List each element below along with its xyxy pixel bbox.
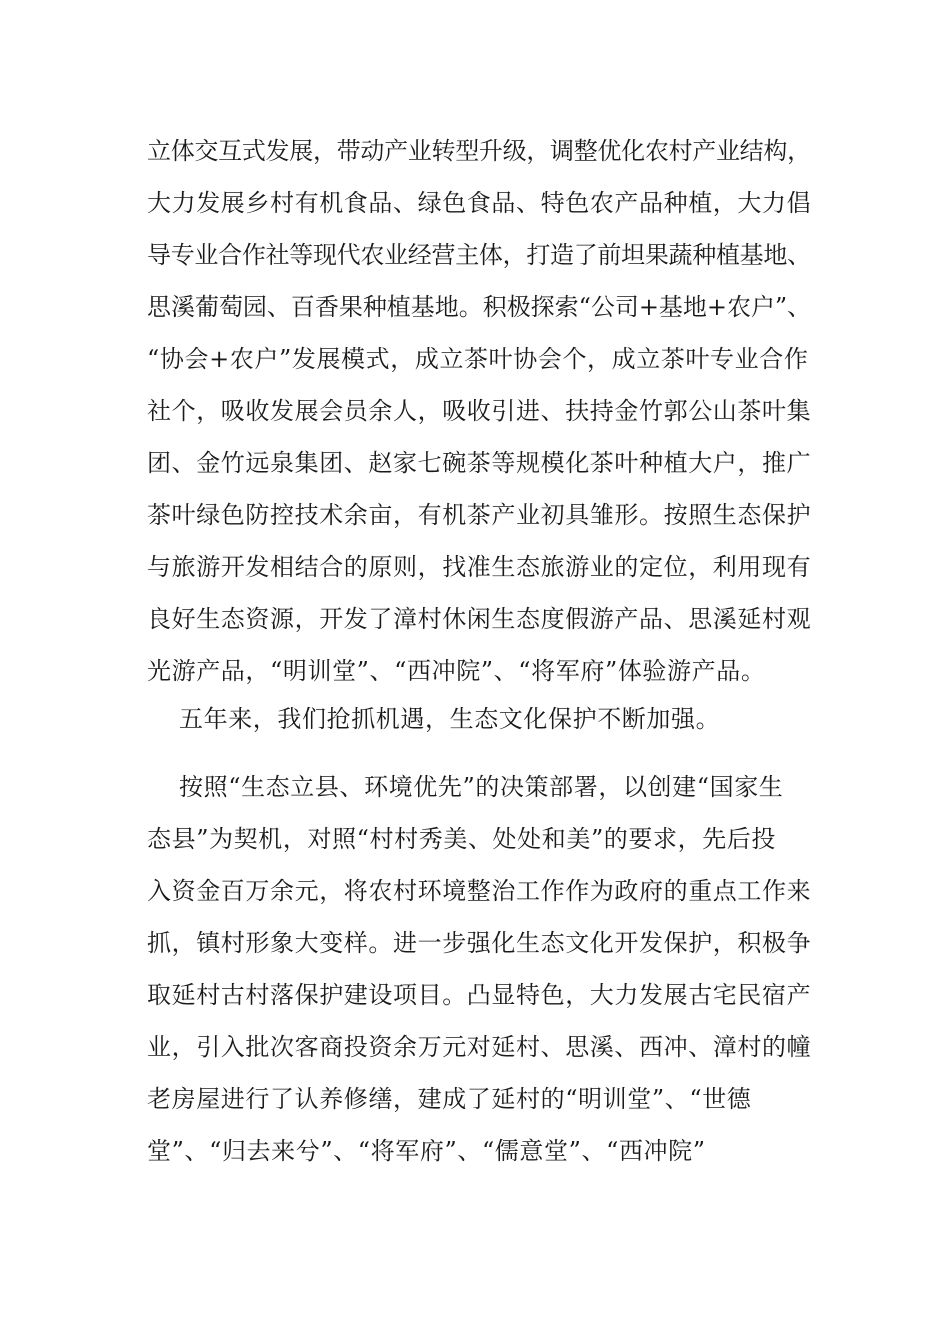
paragraph-1-line: 良好生态资源，开发了漳村休闲生态度假游产品、思溪延村观 xyxy=(147,605,812,633)
paragraph-3-line: 老房屋进行了认养修缮，建成了延村的“明训堂”、“世德 xyxy=(147,1085,752,1113)
paragraph-3-line: 抓，镇村形象大变样。进一步强化生态文化开发保护，积极争 xyxy=(147,929,812,957)
paragraph-3-line: 入资金百万余元，将农村环境整治工作作为政府的重点工作来 xyxy=(147,877,812,905)
paragraph-2-line: 五年来，我们抢抓机遇，生态文化保护不断加强。 xyxy=(179,705,721,733)
paragraph-1-line: 思溪葡萄园、百香果种植基地。积极探索“公司+基地+农户”、 xyxy=(147,293,812,321)
paragraph-1-line: 与旅游开发相结合的原则，找准生态旅游业的定位，利用现有 xyxy=(147,553,812,581)
paragraph-3-line: 堂”、“归去来兮”、“将军府”、“儒意堂”、“西冲院” xyxy=(147,1137,706,1165)
paragraph-3-line: 按照“生态立县、环境优先”的决策部署，以创建“国家生 xyxy=(179,773,784,801)
paragraph-3-line: 态县”为契机，对照“村村秀美、处处和美”的要求，先后投 xyxy=(147,825,777,853)
paragraph-1-line: 社个，吸收发展会员余人，吸收引进、扶持金竹郭公山茶叶集 xyxy=(147,397,812,425)
paragraph-3-line: 业，引入批次客商投资余万元对延村、思溪、西冲、漳村的幢 xyxy=(147,1033,812,1061)
paragraph-1-line: 导专业合作社等现代农业经营主体，打造了前坦果蔬种植基地、 xyxy=(147,241,811,269)
paragraph-1-line: “协会+农户”发展模式，成立茶叶协会个，成立茶叶专业合作 xyxy=(147,345,809,373)
paragraph-1-line: 茶叶绿色防控技术余亩，有机茶产业初具雏形。按照生态保护 xyxy=(147,501,812,529)
paragraph-1-line: 光游产品，“明训堂”、“西冲院”、“将军府”体验游产品。 xyxy=(147,657,766,685)
paragraph-1-line: 立体交互式发展，带动产业转型升级，调整优化农村产业结构， xyxy=(147,137,811,165)
paragraph-3-line: 取延村古村落保护建设项目。凸显特色，大力发展古宅民宿产 xyxy=(147,981,812,1009)
paragraph-1-line: 团、金竹远泉集团、赵家七碗茶等规模化茶叶种植大户，推广 xyxy=(147,449,812,477)
paragraph-1-line: 大力发展乡村有机食品、绿色食品、特色农产品种植，大力倡 xyxy=(147,189,812,217)
